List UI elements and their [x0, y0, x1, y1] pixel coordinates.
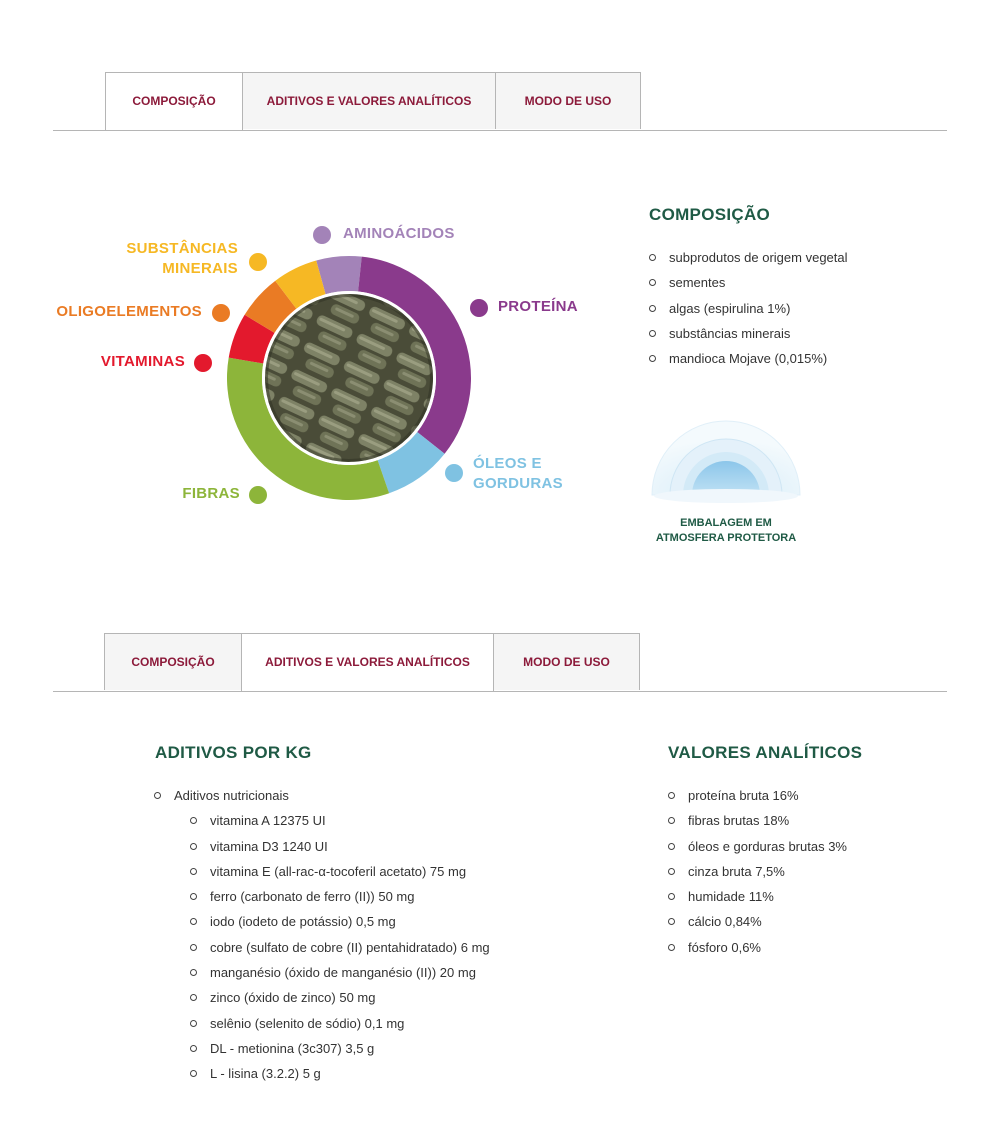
analytical-item: óleos e gorduras brutas 3% [668, 834, 847, 859]
additives-group [154, 783, 490, 1082]
analytical-item: cinza bruta 7,5% [668, 859, 847, 884]
legend-dot-fibras [249, 486, 267, 504]
additive-item: ferro (carbonato de ferro (II)) 50 mg [190, 884, 490, 909]
additive-item: cobre (sulfato de cobre (II) pentahidratado) 6 mg [190, 935, 490, 960]
tab-bar-secondary [53, 633, 947, 692]
segment-label-fibras: FIBRAS [182, 485, 240, 502]
additives-list [154, 783, 490, 1082]
additives-group-label: Aditivos nutricionais [174, 788, 289, 803]
analytical-item: humidade 11% [668, 884, 847, 909]
additive-item: vitamina A 12375 UI [190, 808, 490, 833]
tab-aditivos[interactable]: ADITIVOS E VALORES ANALÍTICOS [241, 633, 494, 691]
analytical-list [668, 783, 847, 960]
additive-item: vitamina E (all-rac-α-tocoferil acetato) 75 mg [190, 859, 490, 884]
legend-dot-aminoacidos [313, 226, 331, 244]
packaging-caption: EMBALAGEM EM ATMOSFERA PROTETORA [655, 517, 797, 544]
segment-label-proteina: PROTEÍNA [498, 298, 578, 315]
tab-composicao[interactable]: COMPOSIÇÃO [104, 633, 242, 690]
additives-title: ADITIVOS POR KG [155, 743, 312, 762]
composition-list [649, 245, 848, 371]
packaging-badge [650, 415, 802, 516]
composition-item: substâncias minerais [649, 321, 848, 346]
legend-dot-oleos [445, 464, 463, 482]
legend-dot-substancias [249, 253, 267, 271]
segment-label-aminoacidos: AMINOÁCIDOS [343, 225, 455, 242]
composition-chart [40, 180, 620, 540]
additives-sublist [174, 808, 490, 1086]
analytical-title: VALORES ANALÍTICOS [668, 743, 863, 762]
additive-item: zinco (óxido de zinco) 50 mg [190, 985, 490, 1010]
segment-label-oligoelementos: OLIGOELEMENTOS [56, 303, 202, 320]
tab-composicao[interactable]: COMPOSIÇÃO [105, 72, 243, 130]
analytical-item: cálcio 0,84% [668, 909, 847, 934]
additive-item: selênio (selenito de sódio) 0,1 mg [190, 1011, 490, 1036]
analytical-item: fibras brutas 18% [668, 808, 847, 833]
additive-item: iodo (iodeto de potássio) 0,5 mg [190, 909, 490, 934]
legend-dot-vitaminas [194, 354, 212, 372]
analytical-item: fósforo 0,6% [668, 935, 847, 960]
additive-item: vitamina D3 1240 UI [190, 834, 490, 859]
segment-label-oleos: ÓLEOS E GORDURAS [473, 455, 563, 492]
composition-title: COMPOSIÇÃO [649, 205, 771, 224]
legend-dot-proteina [470, 299, 488, 317]
segment-label-vitaminas: VITAMINAS [100, 353, 185, 370]
segment-label-substancias: SUBSTÂNCIAS MINERAIS [126, 240, 238, 277]
feed-pellets-photo [265, 294, 433, 462]
composition-item: mandioca Mojave (0,015%) [649, 346, 848, 371]
protective-dome-icon [650, 415, 802, 511]
legend-dot-oligoelementos [212, 304, 230, 322]
additive-item: L - lisina (3.2.2) 5 g [190, 1061, 490, 1086]
tab-bar [53, 72, 947, 131]
composition-item: sementes [649, 270, 848, 295]
tab-modo-de-uso[interactable]: MODO DE USO [495, 72, 641, 129]
additive-item: manganésio (óxido de manganésio (II)) 20 mg [190, 960, 490, 985]
additive-item: DL - metionina (3c307) 3,5 g [190, 1036, 490, 1061]
composition-item: subprodutos de origem vegetal [649, 245, 848, 270]
composition-item: algas (espirulina 1%) [649, 296, 848, 321]
tab-modo-de-uso[interactable]: MODO DE USO [493, 633, 640, 690]
tab-aditivos[interactable]: ADITIVOS E VALORES ANALÍTICOS [242, 72, 496, 129]
analytical-item: proteína bruta 16% [668, 783, 847, 808]
